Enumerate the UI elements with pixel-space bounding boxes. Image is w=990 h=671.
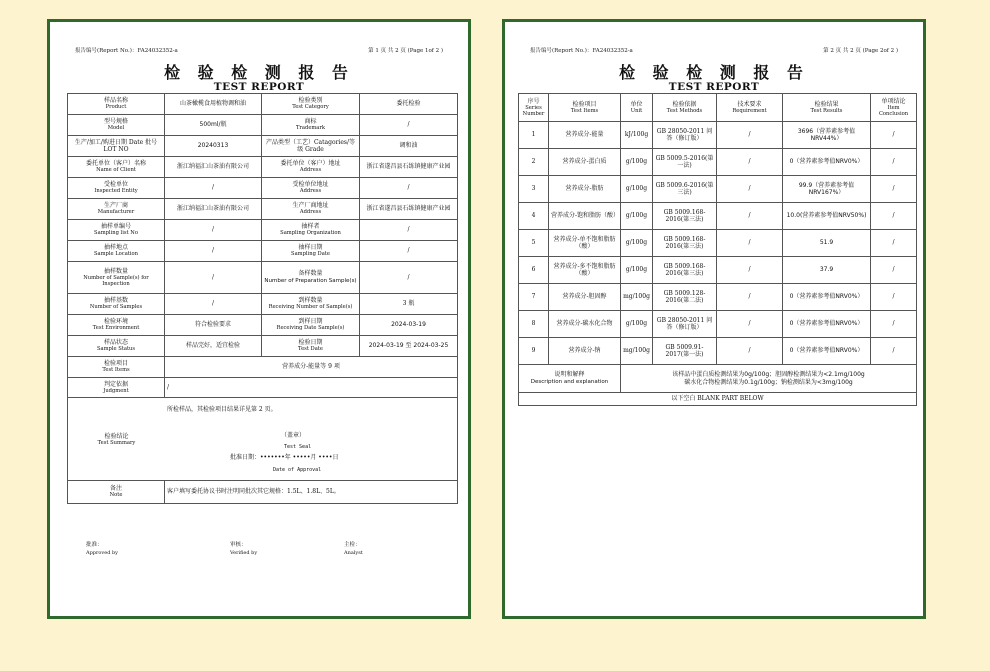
summary-label-en: Test Summary [97, 439, 136, 446]
blank-part-text: 以下空白 BLANK PART BELOW [519, 393, 917, 406]
table-cell: 0（营养素参考值NRV0%） [783, 311, 871, 338]
field-value: / [165, 378, 458, 398]
table-cell: g/100g [621, 230, 653, 257]
table-cell: mg/100g [621, 338, 653, 365]
table-cell: 3 [519, 176, 549, 203]
table-cell: g/100g [621, 149, 653, 176]
field-value: 营养成分-能量等 9 项 [165, 357, 458, 378]
field-label: 到样数量 Receiving Number of Sample(s) [262, 294, 360, 315]
table-cell: / [871, 203, 917, 230]
table-cell: 营养成分-蛋白质 [549, 149, 621, 176]
field-label: 产品类型（工艺）Catagories/等级 Grade [262, 136, 360, 157]
report-title: 检 验 检 测 报 告 [164, 63, 354, 82]
table-row [68, 357, 458, 378]
table-cell: GB 5009.168-2016(第三法) [653, 257, 717, 284]
page-indicator: 第 1 页 共 2 页 (Page 1of 2 ) [368, 48, 443, 54]
table-cell: GB 5009.168-2016(第三法) [653, 230, 717, 257]
table-cell: / [717, 203, 783, 230]
table-cell: / [871, 338, 917, 365]
table-row [519, 122, 917, 149]
note-text: 客户填写委托协议书时注明同批次其它规格：1.5L、1.8L、5L。 [165, 481, 458, 504]
table-cell: GB 5009.91-2017(第一法) [653, 338, 717, 365]
table-row [68, 94, 458, 115]
table-cell: 51.9 [783, 230, 871, 257]
field-value: 山茶橄榄食用植物调和油 [165, 94, 262, 115]
seal-label: （盖章） [281, 432, 306, 439]
table-cell: kJ/100g [621, 122, 653, 149]
table-row [519, 257, 917, 284]
table-header-row [519, 94, 917, 122]
table-cell: GB 5009.6-2016(第三法) [653, 176, 717, 203]
field-value: / [360, 115, 458, 136]
table-row [519, 230, 917, 257]
table-cell: 营养成分-脂肪 [549, 176, 621, 203]
table-cell: 5 [519, 230, 549, 257]
column-header: 检验结果 Test Results [783, 94, 871, 122]
field-label: 抽样日期 Sampling Date [262, 241, 360, 262]
field-value: 样品完好，适宜检验 [165, 336, 262, 357]
field-value: / [165, 241, 262, 262]
table-cell: / [871, 311, 917, 338]
table-row [68, 136, 458, 157]
table-cell: g/100g [621, 257, 653, 284]
table-cell: 8 [519, 311, 549, 338]
table-cell: / [717, 311, 783, 338]
table-row [68, 481, 458, 504]
field-value: / [165, 178, 262, 199]
field-value: / [165, 294, 262, 315]
field-value: 浙江纳福汇山茶油有限公司 [165, 199, 262, 220]
table-row [68, 262, 458, 294]
field-label: 样品名称 Product [68, 94, 165, 115]
field-value: 调和油 [360, 136, 458, 157]
table-cell: 0（营养素参考值NRV0%） [783, 284, 871, 311]
table-cell: GB 28050-2011 问答（修订版） [653, 122, 717, 149]
field-label: 检验项目 Test Items [68, 357, 165, 378]
column-header: 单项结论 Item Conclusion [871, 94, 917, 122]
table-cell: / [717, 149, 783, 176]
field-label: 生产/加工/购进日期 Date 批号 LOT NO [68, 136, 165, 157]
table-cell: / [871, 149, 917, 176]
report-title: 检 验 检 测 报 告 [619, 63, 809, 82]
table-cell: g/100g [621, 203, 653, 230]
page-indicator: 第 2 页 共 2 页 (Page 2of 2 ) [823, 48, 898, 54]
verified-by: 审核： Verified by [230, 542, 258, 556]
field-value: 符合检验要求 [165, 315, 262, 336]
field-label: 备注 Note [68, 481, 165, 504]
field-value: / [165, 262, 262, 294]
column-header: 技术要求 Requirement [717, 94, 783, 122]
table-cell: / [871, 122, 917, 149]
field-label: 检验环境 Test Environment [68, 315, 165, 336]
field-value: 3 瓶 [360, 294, 458, 315]
table-row [68, 178, 458, 199]
field-label: 受检单位 Inspected Entity [68, 178, 165, 199]
seal-label-en: Test Seal [284, 444, 312, 450]
field-label: 到样日期 Receiving Date Sample(s) [262, 315, 360, 336]
table-cell: mg/100g [621, 284, 653, 311]
table-cell: / [717, 230, 783, 257]
table-row [68, 115, 458, 136]
field-value: 500ml/瓶 [165, 115, 262, 136]
table-row [68, 398, 458, 481]
column-header: 序号 Series Number [519, 94, 549, 122]
report-number: 报告编号(Report No.)：FA24032352-a [75, 48, 178, 54]
field-label: 抽样基数 Number of Samples [68, 294, 165, 315]
approval-date: 批准日期：•••••••年 •••••月 ••••日 [230, 454, 339, 461]
field-label: 说明和解释 Description and explanation [519, 365, 621, 393]
table-cell: 37.9 [783, 257, 871, 284]
field-value: / [360, 241, 458, 262]
test-results-table [518, 93, 917, 406]
table-cell: 1 [519, 122, 549, 149]
table-row [519, 338, 917, 365]
table-cell: 2 [519, 149, 549, 176]
table-cell: / [871, 257, 917, 284]
field-label: 委托单位（客户）地址 Address [262, 157, 360, 178]
table-cell: 99.9（营养素参考值NRV167%） [783, 176, 871, 203]
field-label: 抽样单编号 Sampling list No [68, 220, 165, 241]
field-value: / [360, 262, 458, 294]
table-cell: / [717, 284, 783, 311]
table-cell: 4 [519, 203, 549, 230]
field-value: 20240313 [165, 136, 262, 157]
table-cell: / [717, 257, 783, 284]
field-value: 浙江省遂昌县石练镇健康产业园 [360, 157, 458, 178]
table-cell: GB 5009.168-2016(第三法) [653, 203, 717, 230]
table-row [68, 378, 458, 398]
field-label: 判定依据 Judgment [68, 378, 165, 398]
field-label: 受检单位地址 Address [262, 178, 360, 199]
table-cell: 营养成分-胆固醇 [549, 284, 621, 311]
explanation-text: 该样品中蛋白质检测结果为0g/100g；胆固醇检测结果为<2.1mg/100g 碳水化合物检测结果为0.1g/100g；钠检测结果为<3mg/100g [621, 365, 917, 393]
field-label: 抽样数量 Number of Sample(s) for Inspection [68, 262, 165, 294]
field-label: 检验日期 Test Date [262, 336, 360, 357]
field-value: / [360, 178, 458, 199]
report-number: 报告编号(Report No.)：FA24032352-a [530, 48, 633, 54]
field-value: / [360, 220, 458, 241]
blank-row [519, 393, 917, 406]
field-label: 样品状态 Sample Status [68, 336, 165, 357]
table-row [519, 203, 917, 230]
field-label: 生产厂商地址 Address [262, 199, 360, 220]
summary-text: 所检样品，其检验项目结果详见第 2 页。 [167, 406, 277, 413]
column-header: 检验项目 Test Items [549, 94, 621, 122]
table-cell: g/100g [621, 311, 653, 338]
column-header: 单位 Unit [621, 94, 653, 122]
table-row [68, 315, 458, 336]
field-label: 生产厂商 Manufacturer [68, 199, 165, 220]
table-cell: 6 [519, 257, 549, 284]
field-label: 委托单位（客户）名称 Name of Client [68, 157, 165, 178]
field-value: 2024-03-19 [360, 315, 458, 336]
analyst: 主检： Analyst [344, 542, 363, 556]
table-cell: GB 5009.5-2016(第一法) [653, 149, 717, 176]
table-cell: GB 5009.128-2016(第二法) [653, 284, 717, 311]
field-label: 备样数量 Number of Preparation Sample(s) [262, 262, 360, 294]
table-row [519, 176, 917, 203]
field-label: 抽样者 Sampling Organization [262, 220, 360, 241]
table-cell: 营养成分-钠 [549, 338, 621, 365]
field-label: 商标 Trademark [262, 115, 360, 136]
table-row [68, 220, 458, 241]
report-page-1 [47, 19, 471, 619]
table-cell: 0（营养素参考值NRV0%） [783, 149, 871, 176]
table-row [68, 199, 458, 220]
report-page-2 [502, 19, 926, 619]
field-value: / [165, 220, 262, 241]
table-cell: 营养成分-单不饱和脂肪（酸） [549, 230, 621, 257]
table-cell: 7 [519, 284, 549, 311]
table-row [68, 336, 458, 357]
field-value: 浙江省遂昌县石练镇健康产业园 [360, 199, 458, 220]
table-cell: / [871, 284, 917, 311]
table-cell: / [717, 122, 783, 149]
field-label: 型号规格 Model [68, 115, 165, 136]
table-row [519, 311, 917, 338]
table-row [68, 241, 458, 262]
approval-date-en: Date of Approval [273, 467, 322, 473]
field-value: 委托检验 [360, 94, 458, 115]
field-value: 2024-03-19 至 2024-03-25 [360, 336, 458, 357]
table-cell: 营养成分-多不饱和脂肪（酸） [549, 257, 621, 284]
field-value: 浙江纳福汇山茶油有限公司 [165, 157, 262, 178]
table-row [519, 284, 917, 311]
approved-by: 批准： Approved by [86, 542, 119, 556]
table-row [68, 157, 458, 178]
table-cell: 营养成分-碳水化合物 [549, 311, 621, 338]
table-cell: GB 28050-2011 问答（修订版） [653, 311, 717, 338]
field-label: 检验类别 Test Category [262, 94, 360, 115]
column-header: 检验依据 Test Methods [653, 94, 717, 122]
report-info-table [67, 93, 458, 504]
table-cell: 0（营养素参考值NRV0%） [783, 338, 871, 365]
report-subtitle: TEST REPORT [213, 81, 305, 93]
table-cell: / [717, 338, 783, 365]
explanation-row [519, 365, 917, 393]
table-cell: 营养成分-能量 [549, 122, 621, 149]
table-cell: / [871, 176, 917, 203]
table-cell: / [717, 176, 783, 203]
field-label: 抽样地点 Sample Location [68, 241, 165, 262]
report-subtitle: TEST REPORT [668, 81, 760, 93]
summary-label: 检验结论 [104, 432, 129, 440]
table-cell: / [871, 230, 917, 257]
table-cell: 营养成分-饱和脂肪（酸） [549, 203, 621, 230]
test-summary-cell [68, 398, 458, 481]
table-cell: 9 [519, 338, 549, 365]
table-row [68, 294, 458, 315]
table-row [519, 149, 917, 176]
table-cell: 10.0(营养素参考值NRV50%) [783, 203, 871, 230]
table-cell: 3696（营养素参考值NRV44%） [783, 122, 871, 149]
table-cell: g/100g [621, 176, 653, 203]
